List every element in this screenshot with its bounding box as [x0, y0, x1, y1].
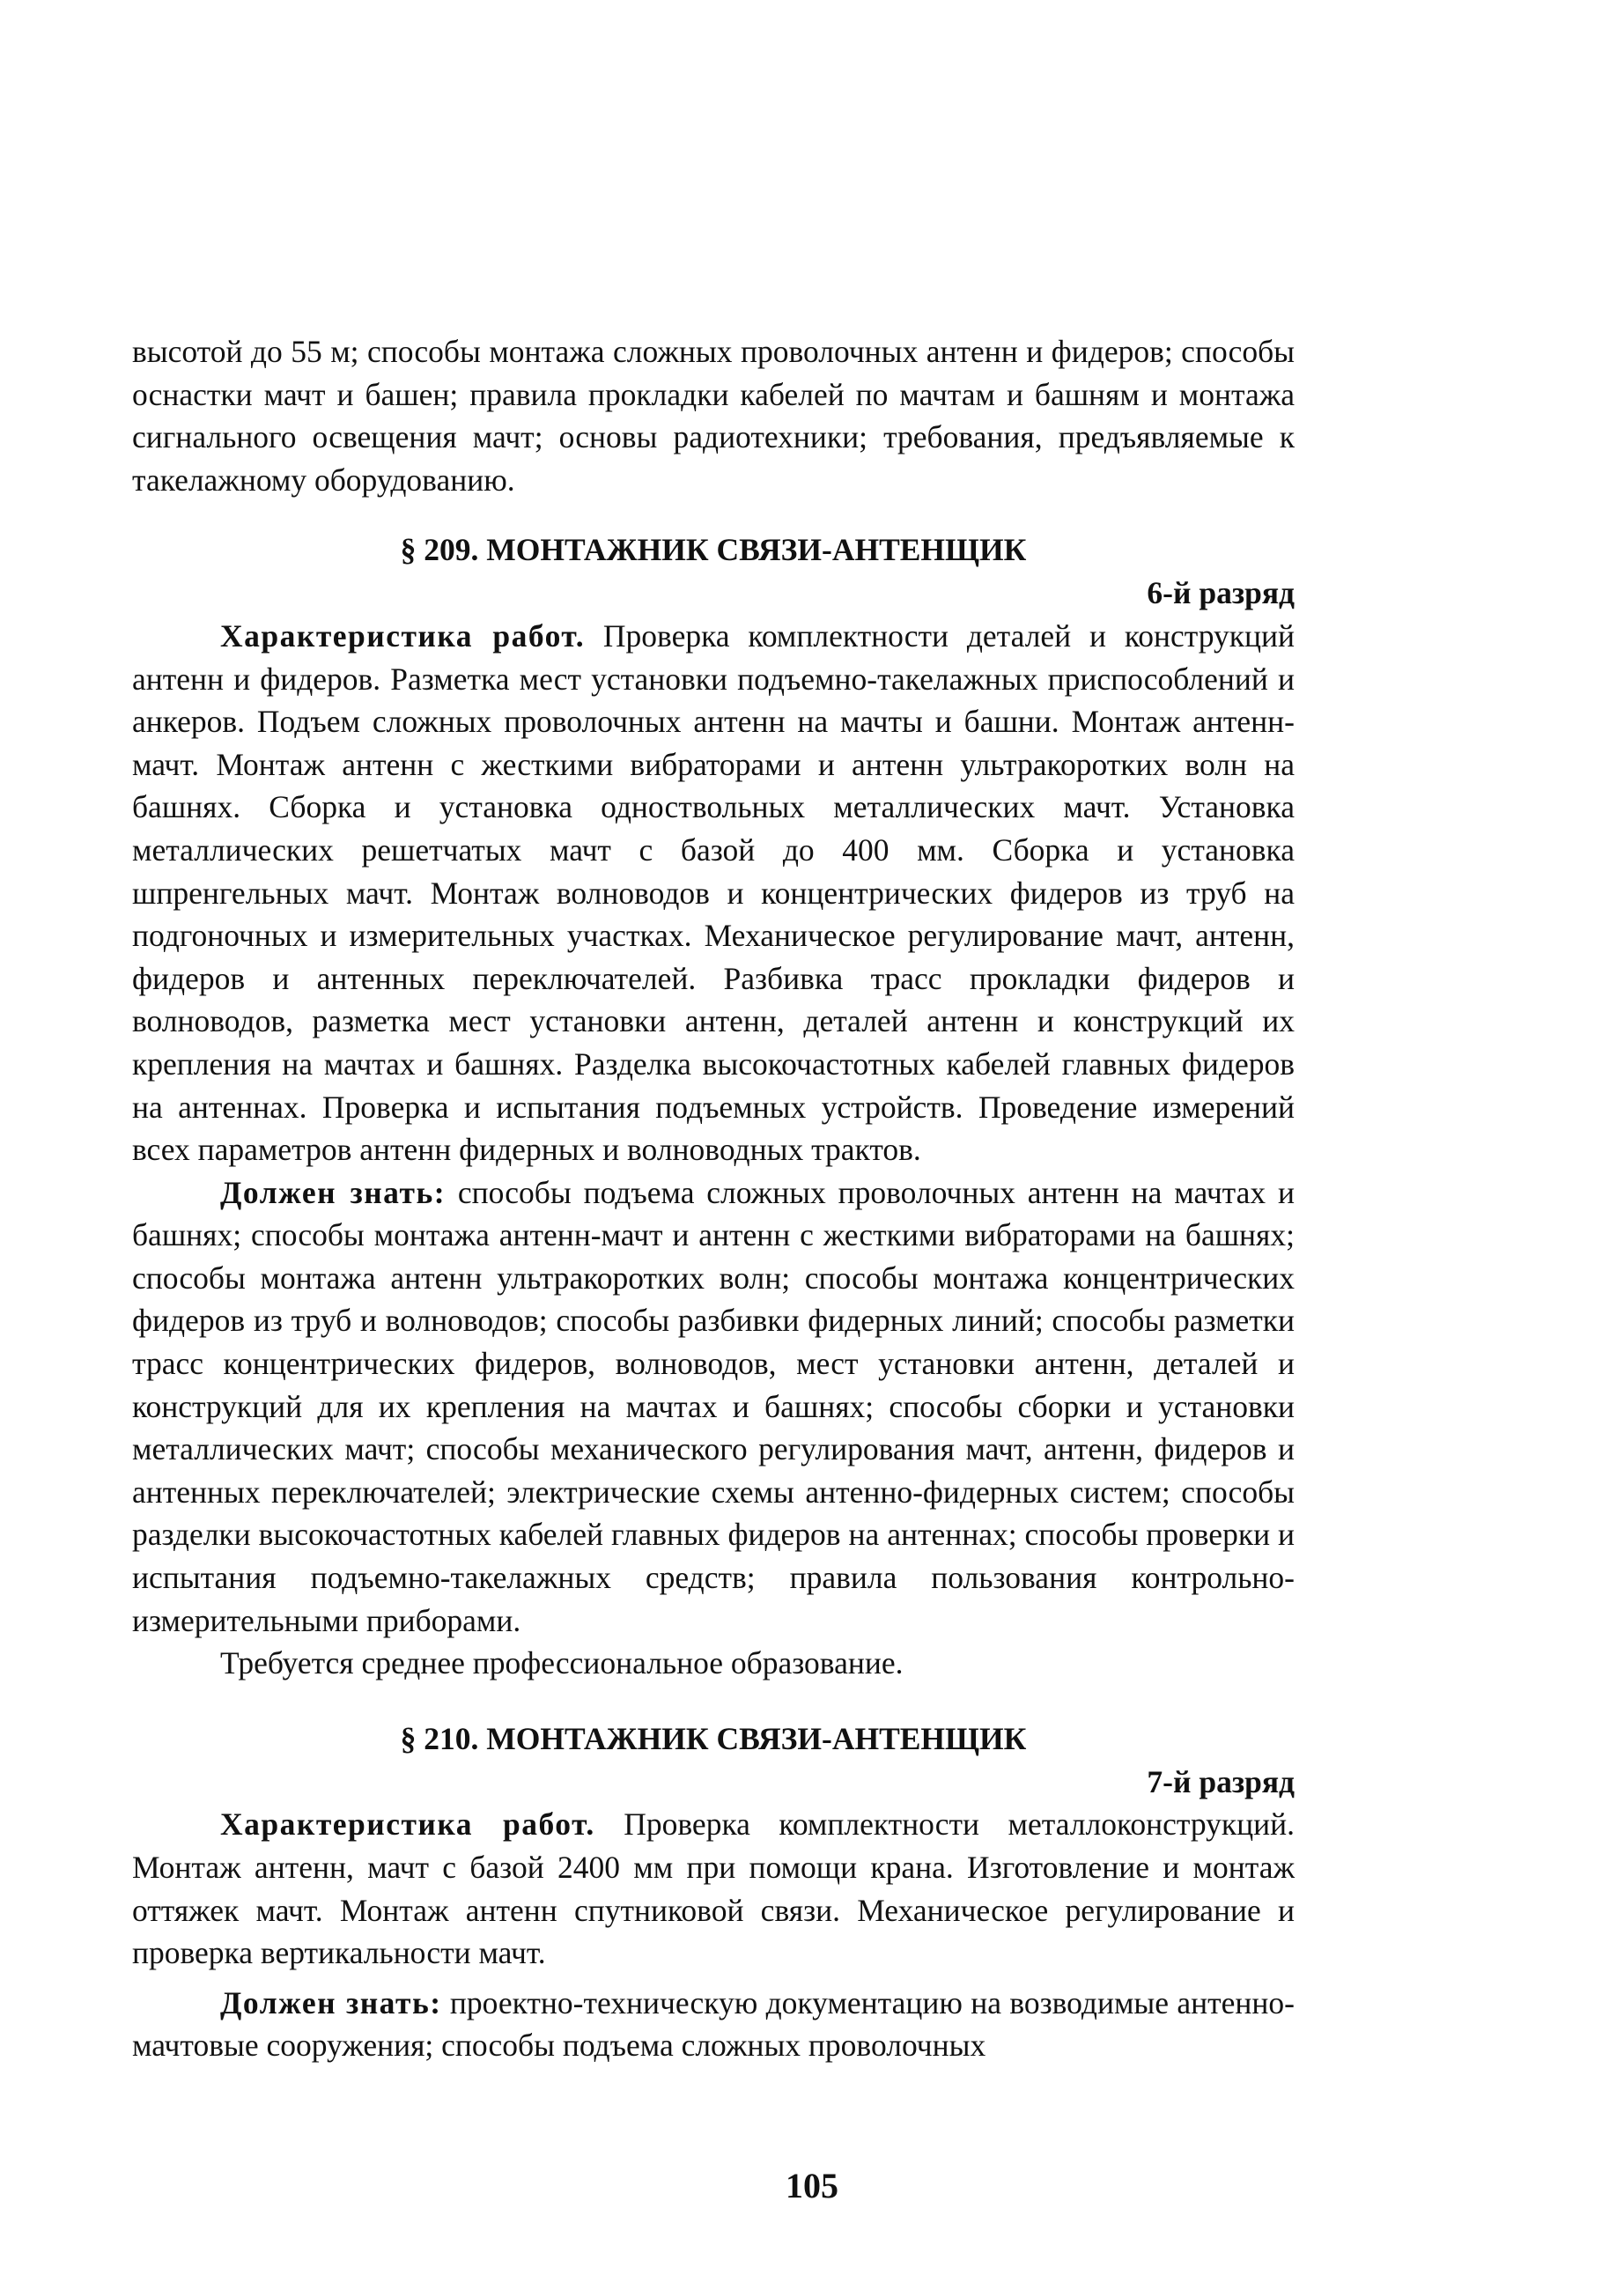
knowledge-text: проектно-техническую документацию на возводимые антенно-мачтовые сооружения; способы подъема сложных проволочных: [132, 1984, 1295, 2064]
section-209-knowledge: [132, 1171, 1295, 1643]
knowledge-label: Должен знать:: [220, 1984, 442, 2020]
section-209-characteristic: [132, 615, 1295, 1171]
section-210-title: § 210. МОНТАЖНИК СВЯЗИ-АНТЕНЩИК: [400, 1720, 1027, 1756]
page-number: 105: [786, 2166, 838, 2205]
section-209-title: § 209. МОНТАЖНИК СВЯЗИ-АНТЕНЩИК: [400, 532, 1027, 568]
characteristic-label: Характеристика работ.: [220, 1806, 595, 1843]
characteristic-label: Характеристика работ.: [220, 617, 586, 654]
knowledge-text: способы подъема сложных проволочных антенн на мачтах и башнях; способы монтажа антенн-мачт и антенн с жесткими вибраторами на башнях; способы монтажа антенн ультракоротких волн; способы монтажа концентрических фидеров из труб и волноводов; способы разбивки фидерных линий; способы разметки трасс концентрических фидеров, волноводов, мест установки антенн, деталей и конструкций для их крепления на мачтах и башнях; способы сборки и установки металлических мачт; способы механического регулирования мачт, антенн, фидеров и антенных переключателей; электрические схемы антенно-фидерных систем; способы разделки высокочастотных кабелей главных фидеров на антеннах; способы проверки и испытания подъемно-такелажных средств; правила пользования контрольно-измерительными приборами.: [132, 1174, 1295, 1638]
section-210-grade: 7-й разряд: [1147, 1763, 1295, 1799]
section-210-characteristic: [132, 1803, 1295, 1974]
page-body: [132, 330, 1295, 2067]
section-210-knowledge: [132, 1982, 1295, 2067]
section-209-education: Требуется среднее профессиональное образование.: [220, 1645, 904, 1681]
characteristic-text: Проверка комплектности металлоконструкций. Монтаж антенн, мачт с базой 2400 мм при помощи крана. Изготовление и монтаж оттяжек мачт. Монтаж антенн спутниковой связи. Механическое регулирование и проверка вертикальности мачт.: [132, 1806, 1296, 1971]
intro-paragraph: высотой до 55 м; способы монтажа сложных проволочных антенн и фидеров; способы оснастки мачт и башен; правила прокладки кабелей по мачтам и башням и монтажа сигнального освещения мачт; основы радиотехники; требования, предъявляемые к такелажному оборудованию.: [132, 334, 1295, 498]
section-209-grade: 6-й разряд: [1147, 575, 1295, 611]
knowledge-label: Должен знать:: [220, 1174, 447, 1210]
characteristic-text: Проверка комплектности деталей и конструкций антенн и фидеров. Разметка мест установки подъемно-такелажных приспособлений и анкеров. Подъем сложных проволочных антенн на мачты и башни. Монтаж антенн-мачт. Монтаж антенн с жесткими вибраторами и антенн ультракоротких волн на башнях. Сборка и установка одноствольных металлических мачт. Установка металлических решетчатых мачт с базой до 400 мм. Сборка и установка шпренгельных мачт. Монтаж волноводов и концентрических фидеров из труб на подгоночных и измерительных участках. Механическое регулирование мачт, антенн, фидеров и антенных переключателей. Разбивка трасс прокладки фидеров и волноводов, разметка мест установки антенн, деталей антенн и конструкций их крепления на мачтах и башнях. Разделка высокочастотных кабелей главных фидеров на антеннах. Проверка и испытания подъемных устройств. Проведение измерений всех параметров антенн фидерных и волноводных трактов.: [132, 617, 1295, 1168]
